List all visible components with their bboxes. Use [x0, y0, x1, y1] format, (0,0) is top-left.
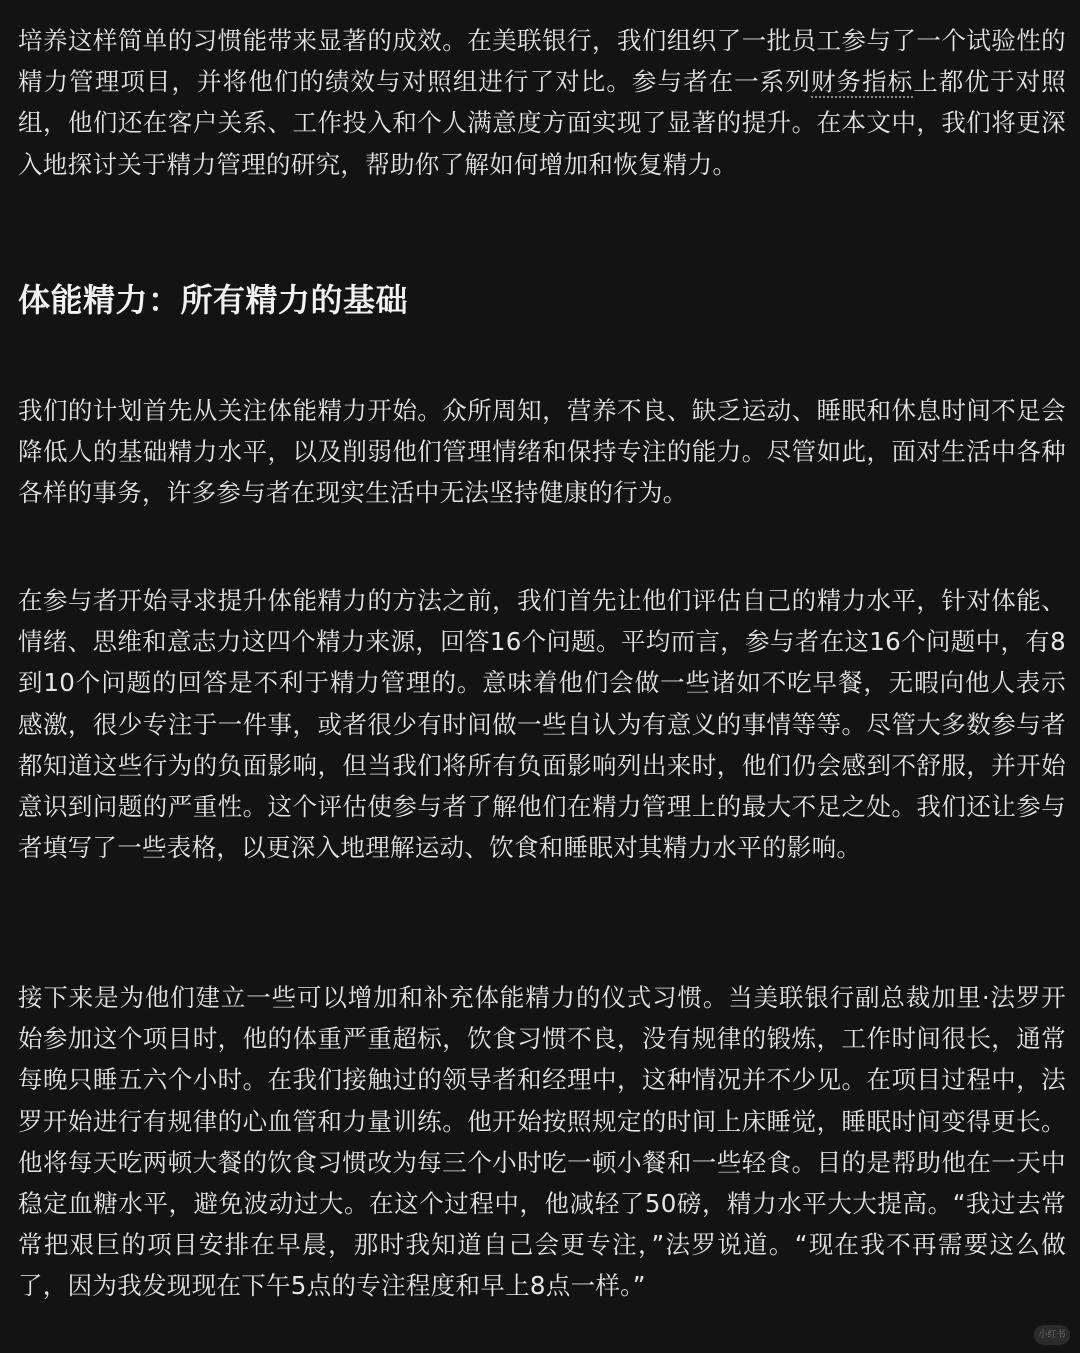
- highlighted-term-link[interactable]: 财务指标: [810, 67, 914, 97]
- intro-text-2: 上都优于对照组，他们还在客户关系、工作投入和个人满意度方面实现了显著的提升。在本文中，我们将更深入地探讨关于精力管理的研究，帮助你了解如何增加和恢复精力。: [18, 67, 1066, 179]
- section-heading: 体能精力：所有精力的基础: [18, 281, 409, 319]
- paragraph-rituals: 接下来是为他们建立一些可以增加和补充体能精力的仪式习惯。当美联银行副总裁加里·法罗开始参加这个项目时，他的体重严重超标，饮食习惯不良，没有规律的锻炼，工作时间很长，通常每晚只睡五六个小时。在我们接触过的领导者和经理中，这种情况并不少见。在项目过程中，法罗开始进行有规律的心血管和力量训练。他开始按照规定的时间上床睡觉，睡眠时间变得更长。他将每天吃两顿大餐的饮食习惯改为每三个小时吃一顿小餐和一些轻食。目的是帮助他在一天中稳定血糖水平，避免波动过大。在这个过程中，他减轻了50磅，精力水平大大提高。“我过去常常把艰巨的项目安排在早晨，那时我知道自己会更专注，”法罗说道。“现在我不再需要这么做了，因为我发现现在下午5点的专注程度和早上8点一样。”: [18, 983, 1066, 1301]
- intro-paragraph: [18, 20, 1066, 185]
- paragraph-assessment: 在参与者开始寻求提升体能精力的方法之前，我们首先让他们评估自己的精力水平，针对体能、情绪、思维和意志力这四个精力来源，回答16个问题。平均而言，参与者在这16个问题中，有8到10个问题的回答是不利于精力管理的。意味着他们会做一些诸如不吃早餐，无暇向他人表示感激，很少专注于一件事，或者很少有时间做一些自认为有意义的事情等等。尽管大多数参与者都知道这些行为的负面影响，但当我们将所有负面影响列出来时，他们仍会感到不舒服，并开始意识到问题的严重性。这个评估使参与者了解他们在精力管理上的最大不足之处。我们还让参与者填写了一些表格，以更深入地理解运动、饮食和睡眠对其精力水平的影响。: [18, 586, 1066, 863]
- watermark-logo: 小红书: [1034, 1325, 1070, 1345]
- paragraph-physical-energy: 我们的计划首先从关注体能精力开始。众所周知，营养不良、缺乏运动、睡眠和休息时间不足会降低人的基础精力水平，以及削弱他们管理情绪和保持专注的能力。尽管如此，面对生活中各种各样的事务，许多参与者在现实生活中无法坚持健康的行为。: [18, 396, 1066, 508]
- intro-text-1: 培养这样简单的习惯能带来显著的成效。在美联银行，我们组织了一批员工参与了一个试验性的精力管理项目，并将他们的绩效与对照组进行了对比。参与者在一系列: [18, 26, 1066, 97]
